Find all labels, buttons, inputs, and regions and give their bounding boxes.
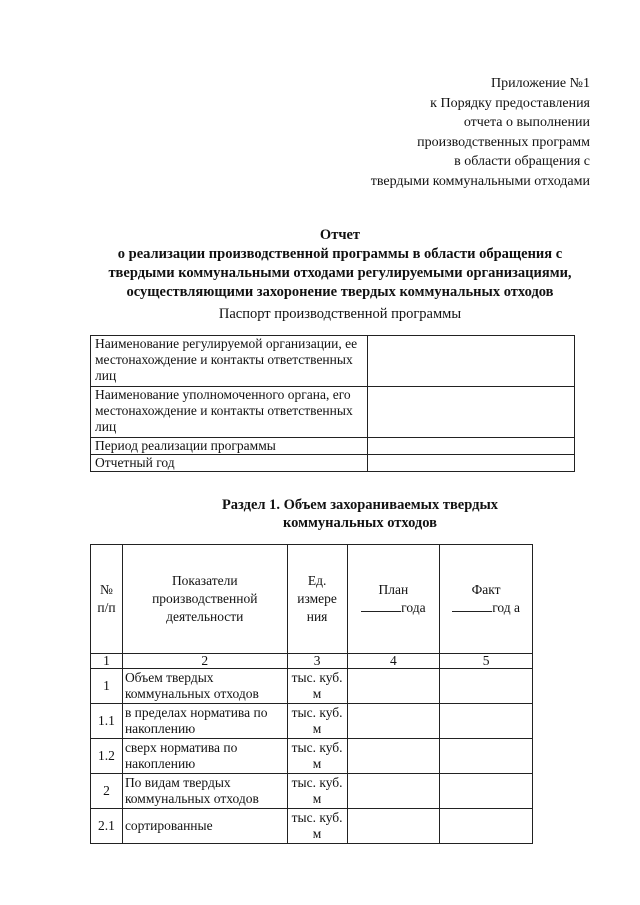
row-num: 2 bbox=[91, 774, 123, 809]
header-plan-prefix: План bbox=[378, 582, 409, 597]
row-plan bbox=[347, 774, 440, 809]
header-plan bbox=[347, 545, 440, 654]
row-name: Объем твердых коммунальных отходов bbox=[122, 669, 287, 704]
appendix-block bbox=[330, 74, 590, 191]
appendix-line: твердыми коммунальными отходами bbox=[370, 173, 590, 189]
passport-row bbox=[91, 438, 575, 455]
passport-label: Отчетный год bbox=[91, 455, 368, 472]
passport-label: Наименование уполномоченного органа, его местонахождение и контакты ответственных лиц bbox=[91, 387, 368, 438]
table-row bbox=[91, 704, 533, 739]
row-plan bbox=[347, 739, 440, 774]
row-unit: тыс. куб. м bbox=[287, 669, 347, 704]
passport-table bbox=[90, 335, 575, 472]
header-unit: Ед. измере ния bbox=[287, 545, 347, 654]
table-row bbox=[91, 669, 533, 704]
row-plan bbox=[347, 809, 440, 844]
volume-table bbox=[90, 544, 533, 844]
column-number-row bbox=[91, 654, 533, 669]
row-num: 1.1 bbox=[91, 704, 123, 739]
report-title-line: осуществляющими захоронение твердых коммунальных отходов bbox=[126, 284, 554, 300]
row-name: сортированные bbox=[122, 809, 287, 844]
header-indicator: Показатели производственной деятельности bbox=[122, 545, 287, 654]
header-row bbox=[91, 545, 533, 654]
passport-value bbox=[368, 387, 575, 438]
row-unit: тыс. куб. м bbox=[287, 809, 347, 844]
row-plan bbox=[347, 704, 440, 739]
column-number: 5 bbox=[440, 654, 533, 669]
passport-value bbox=[368, 455, 575, 472]
appendix-line: Приложение №1 bbox=[491, 76, 590, 91]
row-name: сверх норматива по накоплению bbox=[122, 739, 287, 774]
header-num: № п/п bbox=[91, 545, 123, 654]
row-num: 1.2 bbox=[91, 739, 123, 774]
header-fact-suffix: год а bbox=[492, 600, 521, 615]
fact-year-blank bbox=[452, 599, 492, 612]
row-plan bbox=[347, 669, 440, 704]
row-num: 2.1 bbox=[91, 809, 123, 844]
passport-label: Наименование регулируемой организации, ее местонахождение и контакты ответственных лиц bbox=[91, 336, 368, 387]
row-unit: тыс. куб. м bbox=[287, 774, 347, 809]
table-row bbox=[91, 809, 533, 844]
appendix-line: в области обращения с bbox=[454, 154, 590, 169]
column-number: 1 bbox=[91, 654, 123, 669]
table-row bbox=[91, 774, 533, 809]
passport-label: Период реализации программы bbox=[91, 438, 368, 455]
row-fact bbox=[440, 809, 533, 844]
row-unit: тыс. куб. м bbox=[287, 704, 347, 739]
passport-row bbox=[91, 455, 575, 472]
appendix-line: производственных программ bbox=[417, 134, 590, 150]
header-fact bbox=[440, 545, 533, 654]
passport-value bbox=[368, 336, 575, 387]
column-number: 2 bbox=[122, 654, 287, 669]
header-fact-prefix: Факт bbox=[471, 582, 501, 597]
section-title bbox=[140, 496, 580, 532]
column-number: 3 bbox=[287, 654, 347, 669]
passport-value bbox=[368, 438, 575, 455]
row-fact bbox=[440, 739, 533, 774]
column-number: 4 bbox=[347, 654, 440, 669]
report-title-line: Отчет bbox=[319, 227, 361, 243]
section-title-line: Раздел 1. Объем захораниваемых твердых bbox=[221, 497, 499, 513]
report-title-line: твердыми коммунальными отходами регулируемыми организациями, bbox=[108, 265, 572, 281]
row-unit: тыс. куб. м bbox=[287, 739, 347, 774]
row-name: в пределах норматива по накоплению bbox=[122, 704, 287, 739]
appendix-line: отчета о выполнении bbox=[463, 115, 590, 130]
plan-year-blank bbox=[361, 599, 401, 612]
row-name: По видам твердых коммунальных отходов bbox=[122, 774, 287, 809]
row-fact bbox=[440, 774, 533, 809]
row-fact bbox=[440, 704, 533, 739]
appendix-line: к Порядку предоставления bbox=[430, 95, 590, 111]
table-row bbox=[91, 739, 533, 774]
header-plan-suffix: года bbox=[401, 600, 426, 615]
passport-title: Паспорт производственной программы bbox=[218, 306, 462, 322]
passport-row bbox=[91, 336, 575, 387]
passport-row bbox=[91, 387, 575, 438]
report-title-line: о реализации производственной программы в области обращения с bbox=[117, 246, 563, 262]
section-title-line: коммунальных отходов bbox=[283, 515, 437, 531]
row-num: 1 bbox=[91, 669, 123, 704]
row-fact bbox=[440, 669, 533, 704]
report-title bbox=[60, 226, 620, 302]
